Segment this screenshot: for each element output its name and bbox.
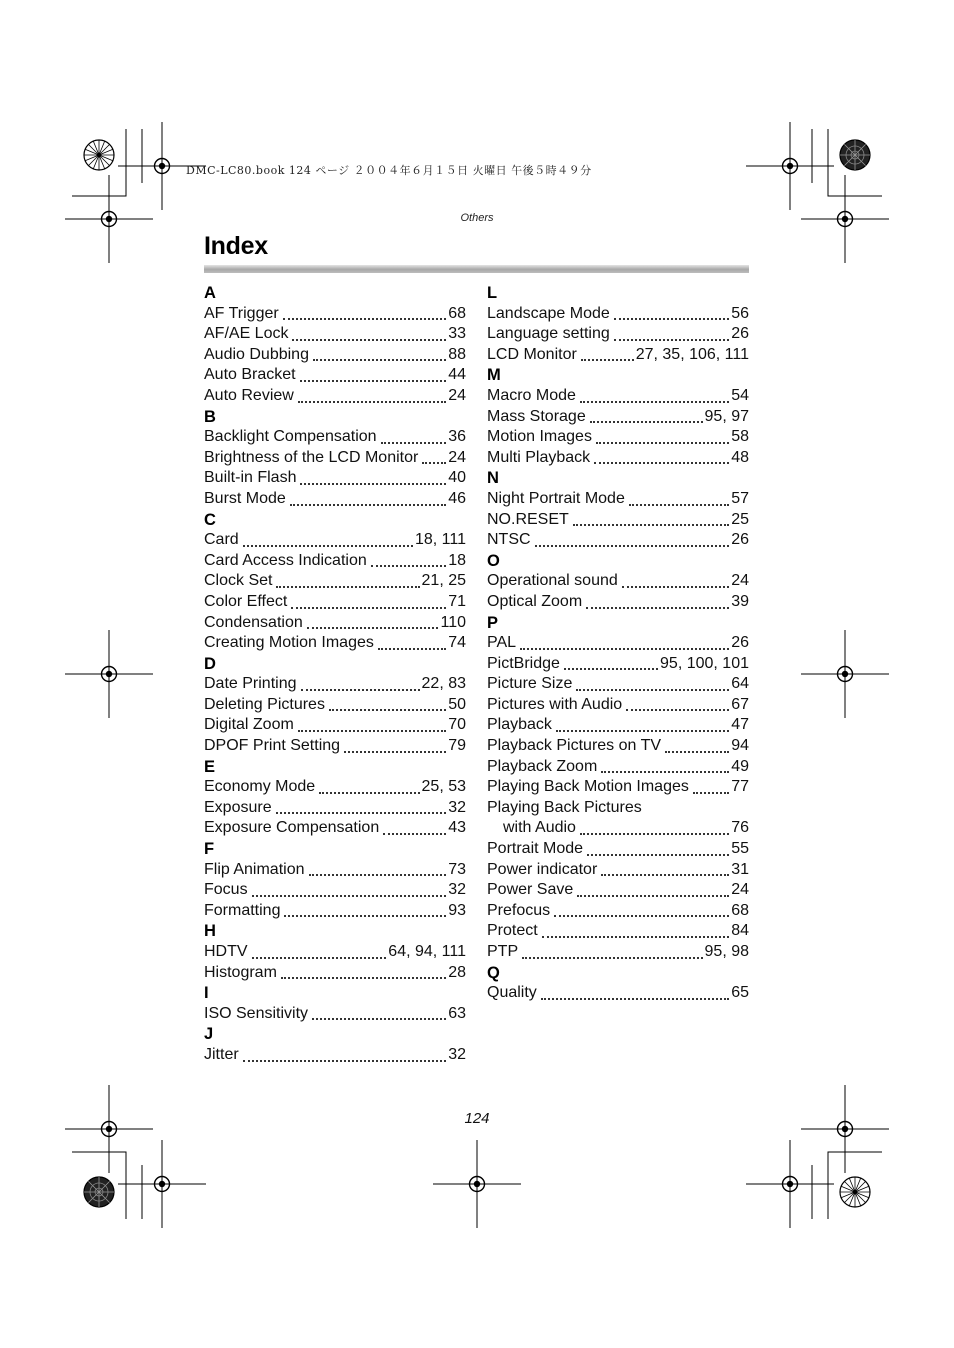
- dot-leader: [576, 686, 729, 691]
- page-number: 124: [464, 1110, 490, 1127]
- index-letter-heading: C: [204, 510, 216, 529]
- dot-leader: [300, 377, 447, 382]
- index-term: Focus: [204, 881, 248, 899]
- index-page-ref: 21, 25: [421, 572, 466, 590]
- print-file-header: DMC-LC80.book 124 ページ ２００４年６月１５日 火曜日 午後５時４９分: [186, 164, 592, 177]
- index-page-ref: 18: [448, 551, 466, 569]
- index-entry: [487, 530, 749, 551]
- index-page-ref: 27, 35, 106, 111: [635, 345, 749, 363]
- index-letter-heading: O: [487, 551, 500, 570]
- index-page-ref: 40: [448, 469, 466, 487]
- index-entry: [487, 427, 749, 448]
- index-page-ref: 94: [731, 737, 749, 755]
- index-entry: [204, 777, 466, 798]
- index-letter-heading: J: [204, 1025, 214, 1044]
- index-page-ref: 58: [731, 428, 749, 446]
- index-term: with Audio: [503, 819, 576, 837]
- index-entry: [204, 860, 466, 881]
- index-entry: [204, 386, 466, 407]
- index-term: Digital Zoom: [204, 716, 294, 734]
- index-term: PAL: [487, 634, 517, 652]
- index-entry: [487, 901, 749, 922]
- index-term: Macro Mode: [487, 386, 576, 404]
- index-term: Flip Animation: [204, 860, 305, 878]
- index-page-ref: 65: [731, 984, 749, 1002]
- index-term: Landscape Mode: [487, 304, 610, 322]
- dot-leader: [580, 398, 729, 403]
- dot-leader: [313, 356, 446, 361]
- index-term: Protect: [487, 922, 538, 940]
- index-term: NO.RESET: [487, 510, 569, 528]
- index-term: Picture Size: [487, 675, 573, 693]
- dot-leader: [580, 830, 729, 835]
- index-entry: [204, 551, 466, 572]
- index-term: Playback: [487, 716, 552, 734]
- index-entry: [487, 407, 749, 428]
- index-entry: [204, 468, 466, 489]
- index-term: Creating Motion Images: [204, 634, 374, 652]
- dot-leader: [252, 954, 387, 959]
- dot-leader: [301, 686, 420, 691]
- dot-leader: [626, 706, 729, 711]
- index-term: Card Access Indication: [204, 551, 367, 569]
- dot-leader: [381, 439, 447, 444]
- index-term: Motion Images: [487, 428, 592, 446]
- dot-leader: [622, 583, 729, 588]
- index-term: PictBridge: [487, 654, 560, 672]
- index-page-ref: 18, 111: [414, 531, 466, 549]
- index-term: Backlight Compensation: [204, 428, 377, 446]
- index-page-ref: 56: [731, 304, 749, 322]
- index-term: Exposure: [204, 798, 272, 816]
- index-page-ref: 71: [448, 592, 466, 610]
- index-entry: [204, 1004, 466, 1025]
- index-page-ref: 77: [731, 778, 749, 796]
- index-entry: [204, 695, 466, 716]
- index-page-ref: 46: [448, 489, 466, 507]
- index-term: AF Trigger: [204, 304, 279, 322]
- dot-leader: [590, 418, 703, 423]
- dot-leader: [601, 871, 729, 876]
- index-page-ref: 68: [448, 304, 466, 322]
- index-entry: [204, 942, 466, 963]
- dot-leader: [291, 604, 446, 609]
- index-term: Playing Back Pictures: [487, 798, 642, 816]
- index-page-ref: 28: [448, 963, 466, 981]
- index-letter-heading: E: [204, 757, 216, 776]
- index-term: AF/AE Lock: [204, 325, 289, 343]
- dot-leader: [614, 315, 729, 320]
- dot-leader: [276, 583, 419, 588]
- index-entry: [487, 757, 749, 778]
- index-page-ref: 26: [731, 531, 749, 549]
- page-title: Index: [204, 232, 268, 260]
- index-entry: [487, 489, 749, 510]
- dot-leader: [284, 912, 446, 917]
- index-page-ref: 54: [731, 386, 749, 404]
- index-term: Jitter: [204, 1045, 239, 1063]
- index-page-ref: 25: [731, 510, 749, 528]
- index-term: PTP: [487, 943, 519, 960]
- index-page-ref: 22, 83: [421, 675, 466, 693]
- dot-leader: [541, 995, 729, 1000]
- index-entry: [204, 324, 466, 345]
- dot-leader: [344, 748, 446, 753]
- index-term: Exposure Compensation: [204, 819, 380, 837]
- dot-leader: [573, 521, 729, 526]
- index-term: Color Effect: [204, 592, 288, 610]
- index-page-ref: 70: [448, 716, 466, 734]
- index-page-ref: 32: [448, 1045, 466, 1063]
- index-page-ref: 43: [448, 819, 466, 837]
- index-term: Built-in Flash: [204, 469, 297, 487]
- index-term: Operational sound: [487, 572, 618, 590]
- index-term: Night Portrait Mode: [487, 489, 625, 507]
- dot-leader: [665, 748, 729, 753]
- index-entry: [487, 798, 749, 819]
- index-page-ref: 25, 53: [421, 778, 466, 796]
- index-entry: [487, 592, 749, 613]
- index-entry: [487, 921, 749, 942]
- index-page-ref: 48: [731, 448, 749, 466]
- index-term: Histogram: [204, 963, 277, 981]
- index-entry: [204, 427, 466, 448]
- index-term: Auto Bracket: [204, 366, 296, 384]
- index-page-ref: 24: [448, 386, 466, 404]
- index-entry: [204, 963, 466, 984]
- index-page-ref: 32: [448, 881, 466, 899]
- index-term: Auto Review: [204, 386, 294, 404]
- index-page-ref: 76: [731, 819, 749, 837]
- dot-leader: [587, 851, 729, 856]
- index-entry: [487, 695, 749, 716]
- index-letter-heading: M: [487, 366, 501, 385]
- dot-leader: [581, 356, 634, 361]
- index-letter-heading: F: [204, 840, 215, 859]
- index-entry: [487, 736, 749, 757]
- dot-leader: [371, 562, 446, 567]
- dot-leader: [298, 398, 446, 403]
- index-page-ref: 32: [448, 798, 466, 816]
- index-term: HDTV: [204, 943, 248, 960]
- dot-leader: [693, 789, 729, 794]
- index-entry: [204, 304, 466, 325]
- section-label: Others: [460, 212, 494, 224]
- index-page-ref: 55: [731, 840, 749, 858]
- index-page-ref: 95, 100, 101: [660, 654, 749, 672]
- index-column-left: [204, 283, 466, 1066]
- index-term: Portrait Mode: [487, 840, 584, 858]
- index-page-ref: 64, 94, 111: [388, 943, 466, 960]
- dot-leader: [554, 912, 729, 917]
- dot-leader: [243, 542, 413, 547]
- index-letter-heading: H: [204, 922, 216, 941]
- index-term: Power Save: [487, 881, 574, 899]
- index-page-ref: 31: [731, 860, 749, 878]
- index-entry: [204, 571, 466, 592]
- index-entry: [487, 448, 749, 469]
- dot-leader: [309, 871, 447, 876]
- index-term: Brightness of the LCD Monitor: [204, 448, 419, 466]
- dot-leader: [629, 501, 729, 506]
- index-entry: [204, 880, 466, 901]
- index-page-ref: 24: [731, 572, 749, 590]
- index-term: Quality: [487, 984, 537, 1002]
- index-entry: [204, 365, 466, 386]
- dot-leader: [596, 439, 729, 444]
- index-term: Language setting: [487, 325, 610, 343]
- index-term: Card: [204, 531, 239, 549]
- index-entry: [487, 777, 749, 798]
- dot-leader: [520, 645, 729, 650]
- index-term: Prefocus: [487, 901, 551, 919]
- dot-leader: [300, 480, 446, 485]
- index-term: Burst Mode: [204, 489, 286, 507]
- dot-leader: [276, 809, 447, 814]
- index-letter-heading: N: [487, 469, 499, 488]
- index-page-ref: 67: [731, 695, 749, 713]
- index-page-ref: 44: [448, 366, 466, 384]
- index-term: Playback Pictures on TV: [487, 737, 662, 755]
- index-page-ref: 73: [448, 860, 466, 878]
- index-entry: [487, 674, 749, 695]
- dot-leader: [312, 1015, 446, 1020]
- index-term: ISO Sensitivity: [204, 1004, 309, 1022]
- dot-leader: [281, 974, 446, 979]
- dot-leader: [422, 459, 446, 464]
- index-entry: [204, 530, 466, 551]
- index-term: Date Printing: [204, 675, 297, 693]
- index-letter-heading: P: [487, 613, 499, 632]
- dot-leader: [383, 830, 446, 835]
- index-letter-heading: L: [487, 284, 498, 302]
- index-letter-heading: D: [204, 654, 216, 673]
- index-entry: [204, 736, 466, 757]
- index-entry: [204, 613, 466, 634]
- dot-leader: [564, 665, 658, 670]
- index-page-ref: 26: [731, 325, 749, 343]
- title-underline-bar: [204, 265, 749, 273]
- index-entry: [204, 633, 466, 654]
- dot-leader: [594, 459, 729, 464]
- dot-leader: [283, 315, 447, 320]
- index-entry: [204, 901, 466, 922]
- index-column-right: [487, 283, 749, 1004]
- index-letter-heading: I: [204, 984, 209, 1003]
- index-entry: [487, 880, 749, 901]
- index-page-ref: 63: [448, 1004, 466, 1022]
- index-page-ref: 47: [731, 716, 749, 734]
- index-term: Power indicator: [487, 860, 598, 878]
- dot-leader: [535, 542, 730, 547]
- index-term: LCD Monitor: [487, 345, 577, 363]
- index-letter-heading: Q: [487, 963, 500, 982]
- index-entry: [487, 510, 749, 531]
- index-page-ref: 24: [448, 448, 466, 466]
- index-entry: [487, 654, 749, 675]
- index-term: Playback Zoom: [487, 757, 598, 775]
- index-page-ref: 88: [448, 345, 466, 363]
- index-entry: [204, 715, 466, 736]
- dot-leader: [252, 892, 447, 897]
- index-page-ref: 57: [731, 489, 749, 507]
- index-page-ref: 93: [448, 901, 466, 919]
- index-entry: [487, 304, 749, 325]
- index-term: Economy Mode: [204, 778, 316, 796]
- index-term: Formatting: [204, 901, 281, 919]
- index-term: Mass Storage: [487, 407, 586, 425]
- index-entry: [487, 633, 749, 654]
- index-page-ref: 50: [448, 695, 466, 713]
- index-entry: [204, 448, 466, 469]
- index-page-ref: 95, 98: [704, 943, 749, 960]
- index-page-ref: 84: [731, 922, 749, 940]
- dot-leader: [307, 624, 439, 629]
- index-entry: [487, 818, 749, 839]
- index-entry: [204, 489, 466, 510]
- dot-leader: [601, 768, 729, 773]
- index-page-ref: 68: [731, 901, 749, 919]
- dot-leader: [292, 336, 446, 341]
- dot-leader: [614, 336, 729, 341]
- dot-leader: [577, 892, 729, 897]
- dot-leader: [522, 954, 702, 959]
- index-entry: [487, 983, 749, 1004]
- index-term: Multi Playback: [487, 448, 591, 466]
- index-entry: [204, 818, 466, 839]
- index-term: Audio Dubbing: [204, 345, 309, 363]
- index-term: Pictures with Audio: [487, 695, 623, 713]
- dot-leader: [542, 933, 730, 938]
- index-page-ref: 49: [731, 757, 749, 775]
- index-entry: [487, 571, 749, 592]
- index-term: Playing Back Motion Images: [487, 778, 689, 796]
- index-entry: [487, 715, 749, 736]
- index-page-ref: 79: [448, 737, 466, 755]
- index-entry: [204, 798, 466, 819]
- index-term: NTSC: [487, 531, 531, 549]
- index-entry: [487, 839, 749, 860]
- index-entry: [487, 386, 749, 407]
- index-letter-heading: B: [204, 407, 216, 426]
- index-entry: [487, 324, 749, 345]
- dot-leader: [556, 727, 729, 732]
- index-entry: [487, 942, 749, 963]
- index-term: Condensation: [204, 613, 303, 631]
- dot-leader: [298, 727, 446, 732]
- dot-leader: [290, 501, 446, 506]
- index-page-ref: 95, 97: [704, 407, 749, 425]
- index-entry: [487, 860, 749, 881]
- index-page-ref: 74: [448, 634, 466, 652]
- index-page-ref: 64: [731, 675, 749, 693]
- index-term: DPOF Print Setting: [204, 737, 341, 755]
- index-entry: [204, 345, 466, 366]
- dot-leader: [329, 706, 446, 711]
- index-letter-heading: A: [204, 284, 216, 302]
- index-page-ref: 39: [731, 592, 749, 610]
- index-term: Clock Set: [204, 572, 273, 590]
- index-entry: [204, 592, 466, 613]
- index-page-ref: 26: [731, 634, 749, 652]
- index-page-ref: 110: [440, 613, 466, 631]
- index-term: Optical Zoom: [487, 592, 583, 610]
- index-entry: [487, 345, 749, 366]
- dot-leader: [319, 789, 419, 794]
- dot-leader: [586, 604, 729, 609]
- dot-leader: [378, 645, 446, 650]
- dot-leader: [243, 1057, 447, 1062]
- index-term: Deleting Pictures: [204, 695, 325, 713]
- index-page-ref: 36: [448, 428, 466, 446]
- index-entry: [204, 1045, 466, 1066]
- index-page-ref: 33: [448, 325, 466, 343]
- index-page-ref: 24: [731, 881, 749, 899]
- index-entry: [204, 674, 466, 695]
